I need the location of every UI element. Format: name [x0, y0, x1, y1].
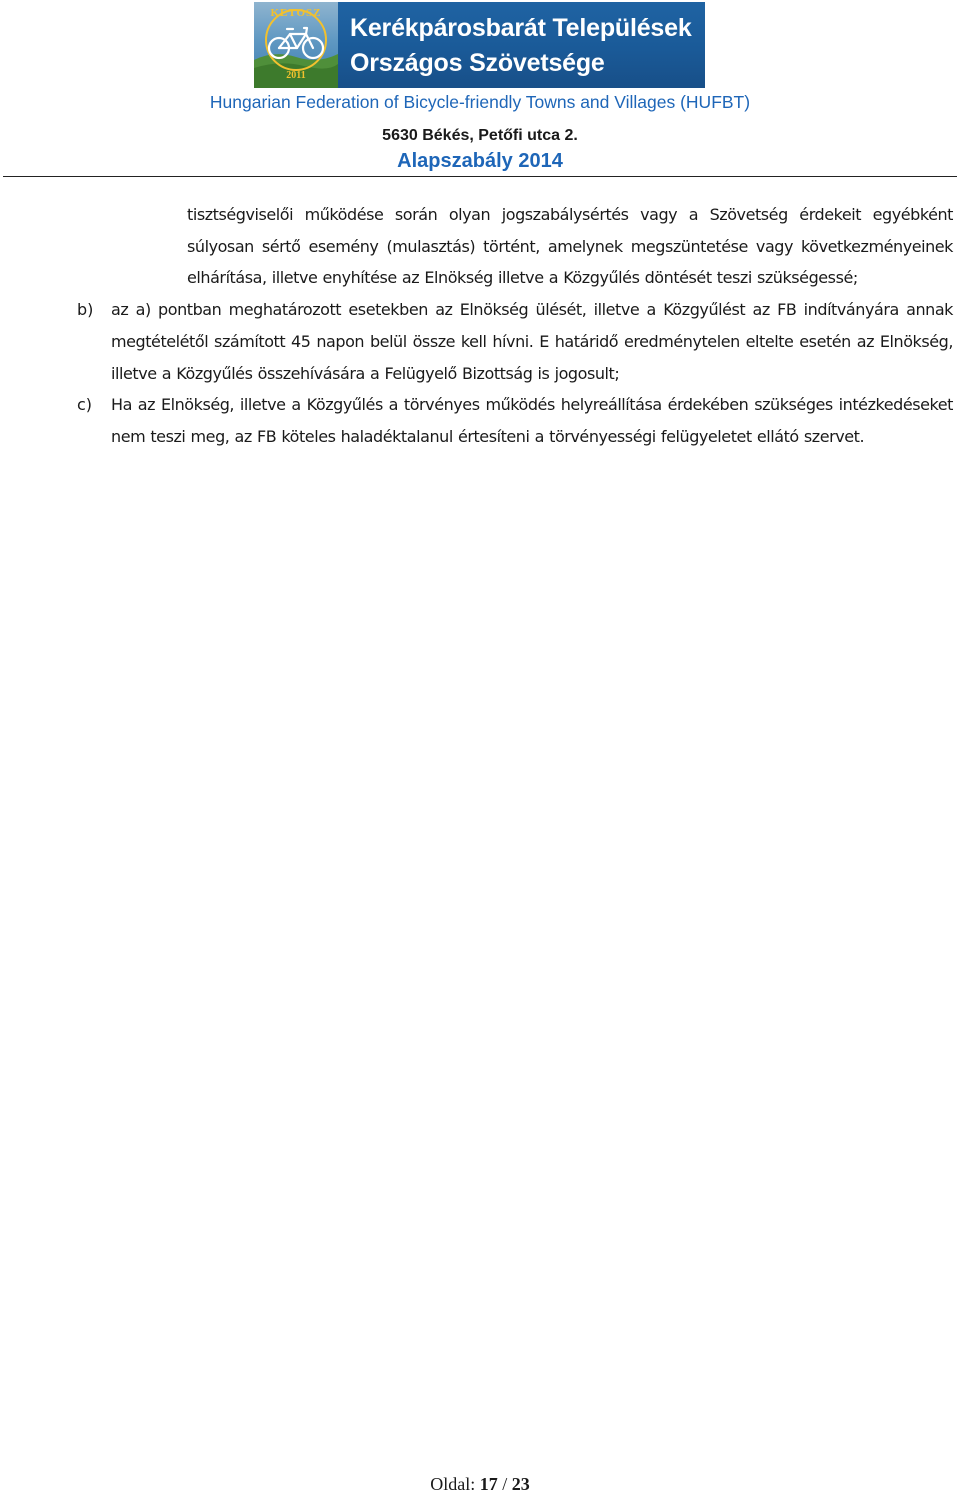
list-item-text: Ha az Elnökség, illetve a Közgyűlés a törvényes működés helyreállítása érdekében szükséges intézkedéseket nem teszi meg, az FB köteles haladéktalanul értesíteni a törvényességi felügyeletet ellátó szervet. — [111, 395, 953, 446]
organization-logo — [254, 2, 338, 88]
document-title: Alapszabály 2014 — [397, 150, 563, 172]
header-banner — [254, 2, 705, 88]
list-item-marker: b) — [77, 300, 94, 320]
header-divider — [3, 176, 957, 177]
list-item-marker: c) — [77, 395, 93, 415]
list-item-text: az a) pontban meghatározott esetekben az Elnökség ülését, illetve a Közgyűlést az FB indítványára annak megtételétől számított 45 napon belül össze kell hívni. E határidő eredménytelen eltelte esetén az Elnökség, illetve a Közgyűlés összehívására a Felügyelő Bizottság is jogosult; — [111, 300, 953, 383]
organization-address: 5630 Békés, Petőfi utca 2. — [382, 127, 578, 144]
list-item-c — [77, 389, 953, 452]
page-footer — [0, 1473, 960, 1495]
continued-paragraph: tisztségviselői működése során olyan jogszabálysértés vagy a Szövetség érdekeit egyébként súlyosan sértő esemény (mulasztás) történt, amelynek megszüntetése vagy következményeinek elhárítása, illetve enyhítése az Elnökség illetve a Közgyűlés döntését teszi szükségessé; — [187, 205, 953, 288]
logo-year: 2011 — [286, 70, 306, 81]
page-separator: / — [502, 1474, 508, 1494]
list-item-b — [77, 294, 953, 389]
organization-name-english: Hungarian Federation of Bicycle-friendly Towns and Villages (HUFBT) — [209, 92, 751, 112]
logo-arc-text: KETOSZ — [270, 7, 322, 19]
banner-title-line-1: Kerékpárosbarát Települések — [350, 14, 692, 42]
total-pages-number: 23 — [511, 1474, 530, 1494]
banner-title-line-2: Országos Szövetsége — [350, 49, 605, 77]
page-label: Oldal: — [430, 1474, 476, 1494]
current-page-number: 17 — [479, 1474, 498, 1494]
document-body — [0, 199, 960, 453]
